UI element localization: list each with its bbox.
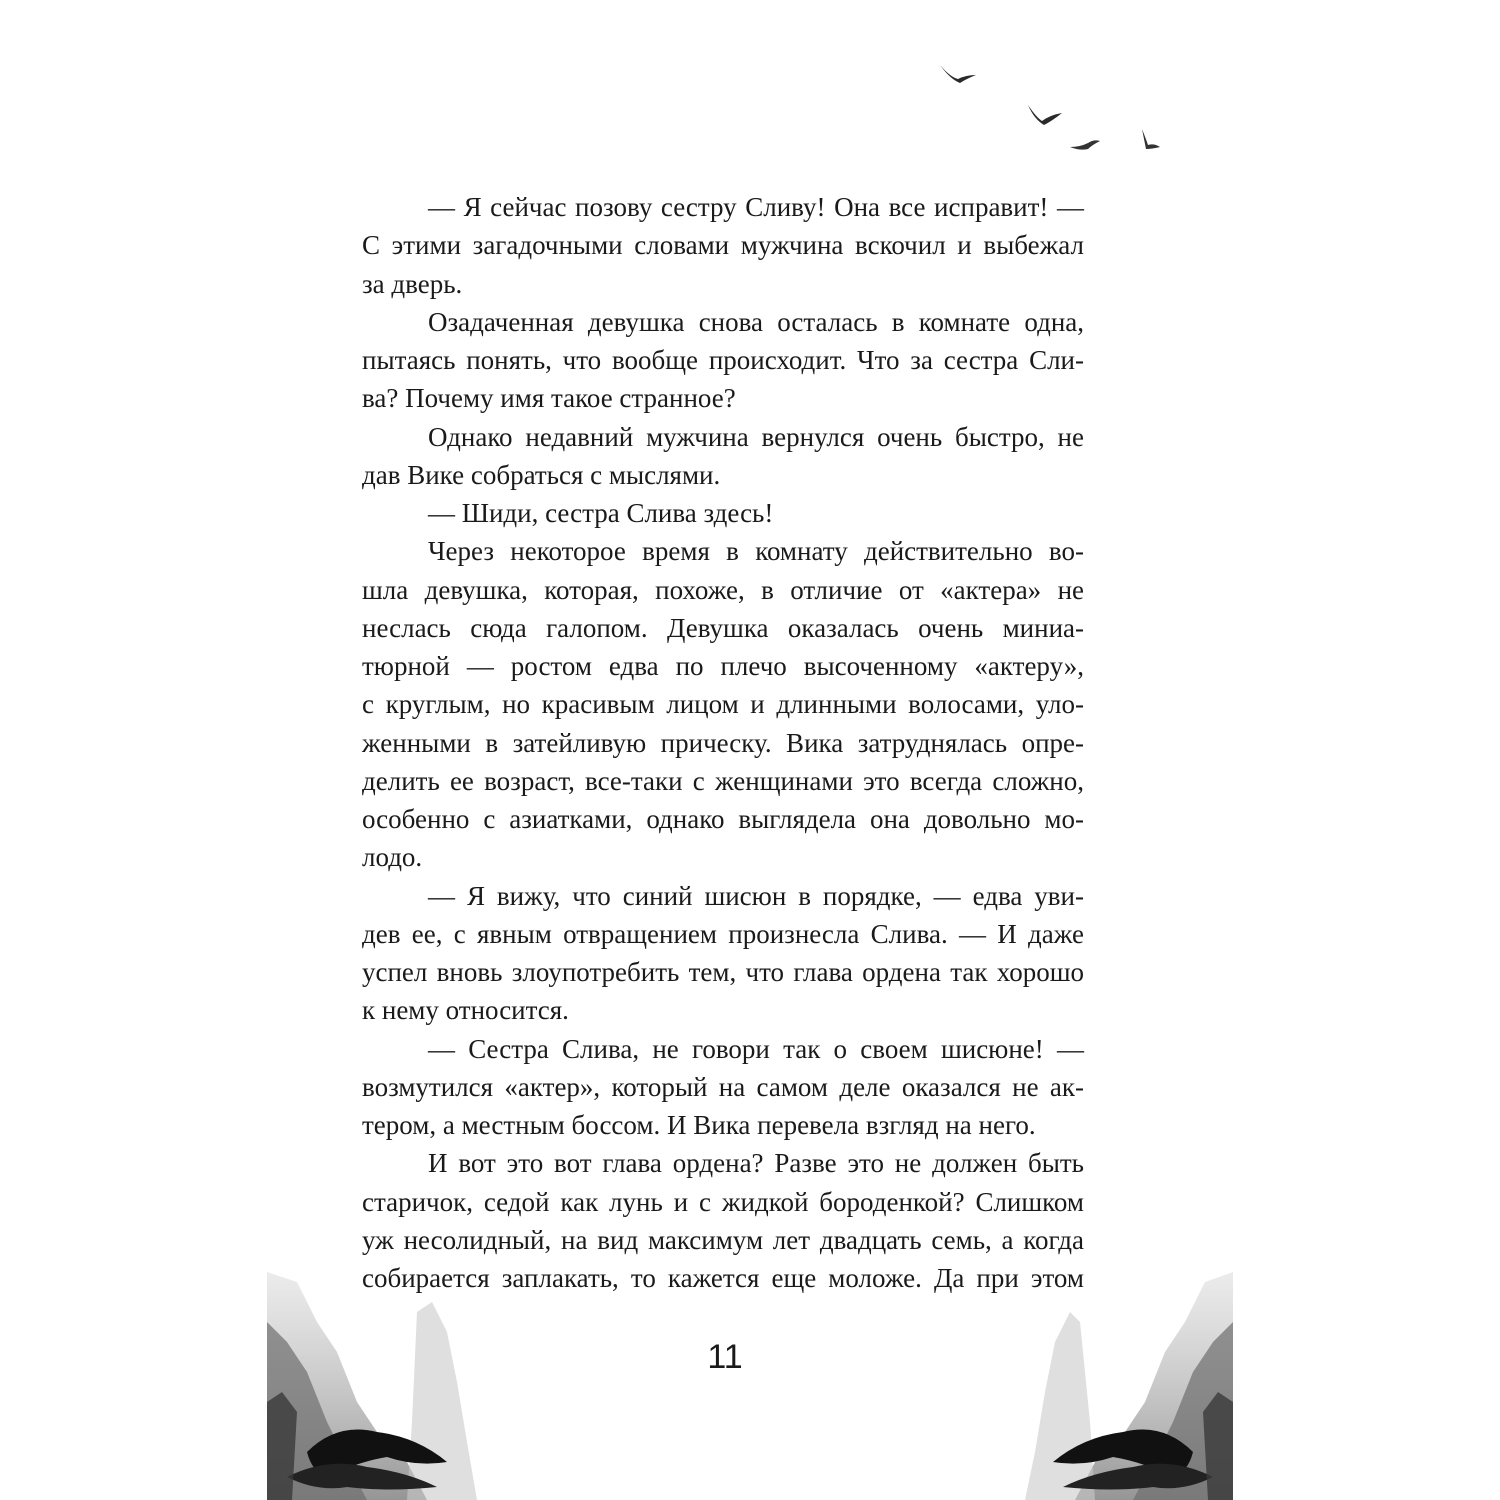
- text-line: возмутился «актер», который на самом деле оказался не ак-: [362, 1071, 1084, 1102]
- body-text: [362, 188, 1084, 1297]
- ink-mountain-landscape-icon: [267, 1262, 507, 1500]
- ink-mountain-landscape-icon: [1000, 1262, 1233, 1500]
- flying-birds-icon: [930, 55, 1170, 165]
- text-line: Озадаченная девушка снова осталась в комнате одна,: [428, 306, 1084, 337]
- text-line: собирается заплакать, то кажется еще моложе. Да при этом: [362, 1263, 1084, 1293]
- text-line: за дверь.: [362, 268, 463, 299]
- text-line: Через некоторое время в комнату действительно во-: [428, 536, 1084, 567]
- text-line: — Я вижу, что синий шисюн в порядке, — едва уви-: [428, 880, 1084, 911]
- text-line: дав Вике собраться с мыслями.: [362, 459, 721, 490]
- text-line: неслась сюда галопом. Девушка оказалась очень миниа-: [362, 612, 1084, 643]
- text-line: уж несолидный, на вид максимум лет двадцать семь, а когда: [362, 1224, 1084, 1255]
- text-line: С этими загадочными словами мужчина вскочил и выбежал: [362, 230, 1084, 261]
- page-number: 11: [707, 1338, 743, 1376]
- text-line: — Я сейчас позову сестру Сливу! Она все исправит! —: [428, 192, 1084, 222]
- text-line: ва? Почему имя такое странное?: [362, 383, 736, 414]
- text-line: лодо.: [362, 842, 423, 873]
- text-line: делить ее возраст, все-таки с женщинами это всегда сложно,: [362, 765, 1084, 796]
- text-line: Однако недавний мужчина вернулся очень быстро, не: [428, 421, 1084, 452]
- text-line: особенно с азиатками, однако выглядела она довольно мо-: [362, 804, 1084, 834]
- text-line: дев ее, с явным отвращением произнесла Слива. — И даже: [362, 918, 1084, 949]
- text-line: успел вновь злоупотребить тем, что глава ордена так хорошо: [362, 957, 1084, 987]
- text-line: пытаясь понять, что вообще происходит. Что за сестра Сли-: [362, 345, 1084, 375]
- text-line: шла девушка, которая, похоже, в отличие от «актера» не: [362, 574, 1084, 605]
- text-line: с круглым, но красивым лицом и длинными волосами, уло-: [362, 689, 1084, 720]
- text-line: тюрной — ростом едва по плечо высоченному «актеру»,: [362, 651, 1084, 681]
- text-line: И вот это вот глава ордена? Разве это не должен быть: [428, 1148, 1084, 1179]
- text-line: — Сестра Слива, не говори так о своем шисюне! —: [428, 1033, 1084, 1064]
- text-line: тером, а местным боссом. И Вика перевела взгляд на него.: [362, 1110, 1036, 1140]
- text-line: — Шиди, сестра Слива здесь!: [428, 498, 774, 528]
- text-line: к нему относится.: [362, 995, 569, 1026]
- text-line: старичок, седой как лунь и с жидкой бороденкой? Слишком: [362, 1186, 1084, 1217]
- text-line: женными в затейливую прическу. Вика затруднялась опре-: [362, 727, 1084, 758]
